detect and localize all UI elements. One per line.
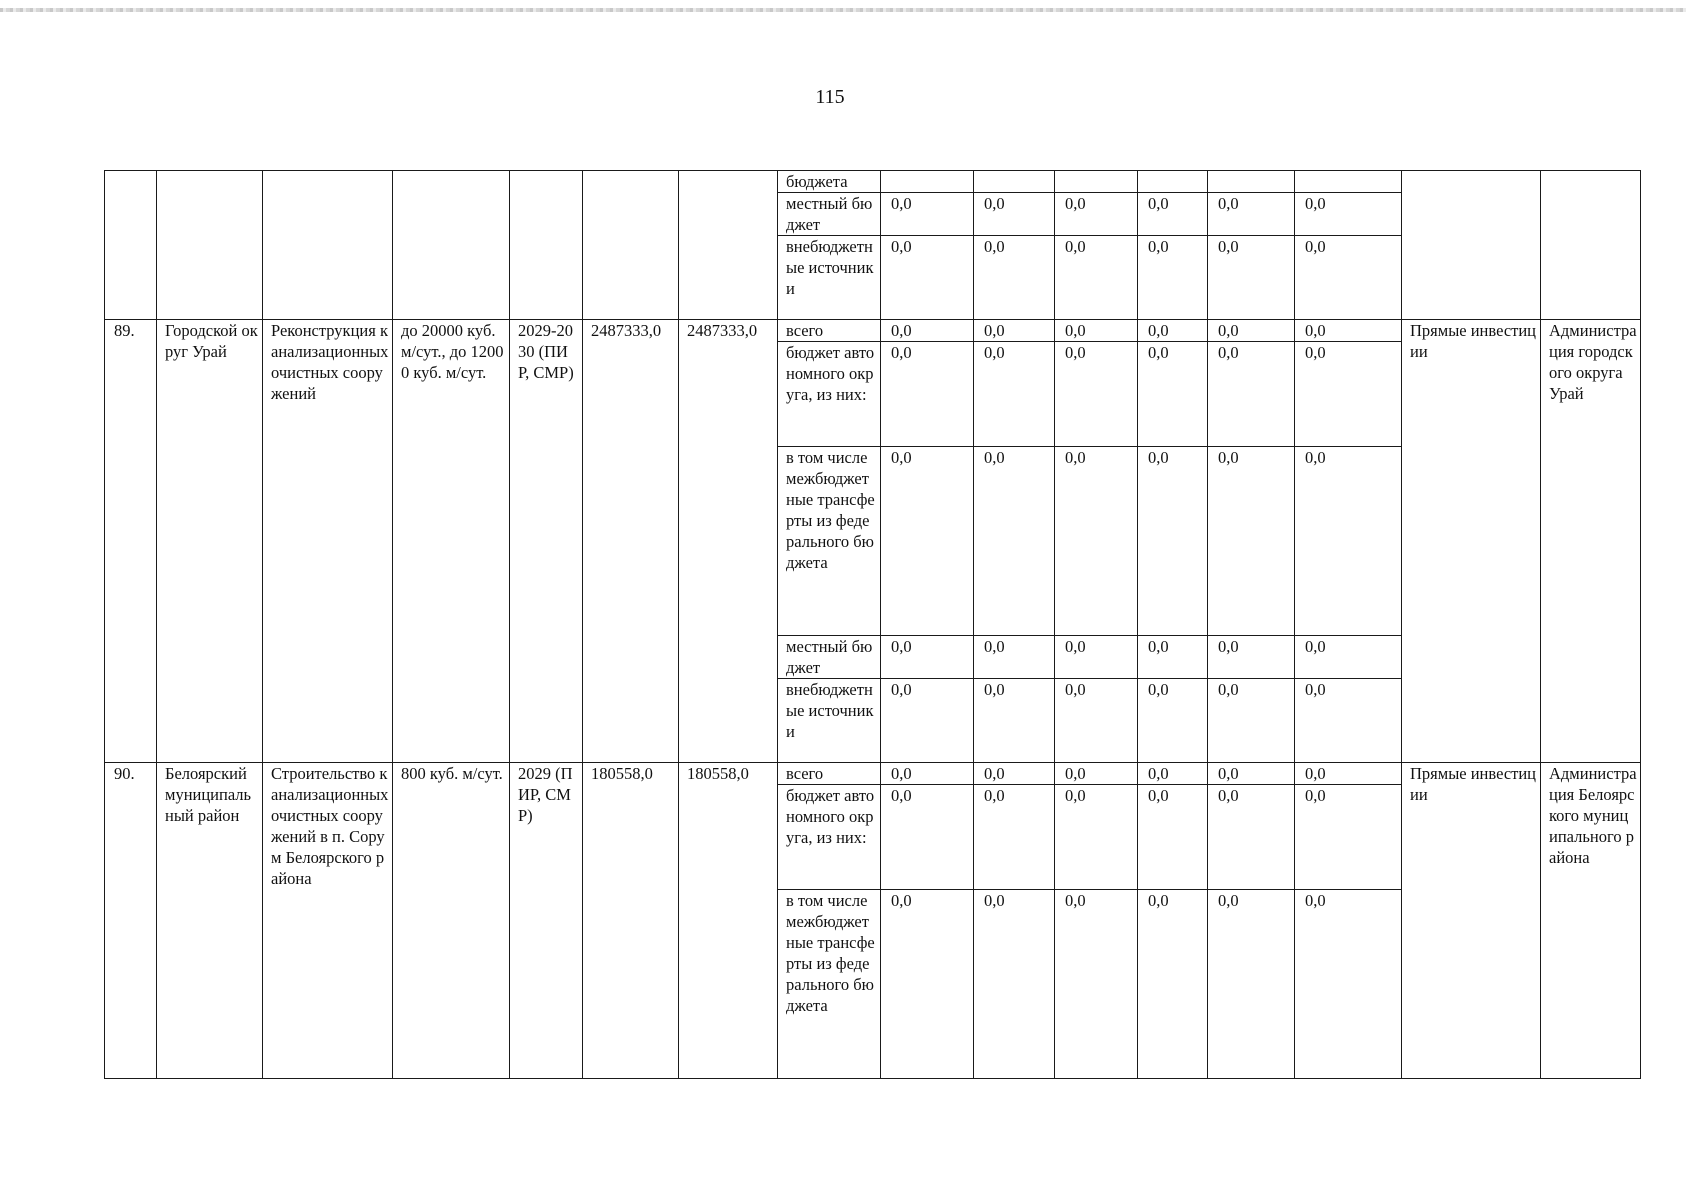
value-cell: 0,0 (1208, 763, 1295, 785)
value-cell: 0,0 (1295, 636, 1402, 679)
capacity-cell: до 20000 куб. м/сут., до 12000 куб. м/сут. (393, 320, 510, 763)
responsible-cell: Администрация Белоярского муниципального района (1541, 763, 1641, 1079)
value-cell: 0,0 (974, 342, 1055, 447)
value-cell: 0,0 (1208, 447, 1295, 636)
num-cell: 89. (105, 320, 157, 763)
cost-balance-cell: 2487333,0 (679, 320, 778, 763)
value-cell: 0,0 (1138, 447, 1208, 636)
source-cell: всего (778, 320, 881, 342)
value-cell: 0,0 (1138, 679, 1208, 763)
value-cell: 0,0 (1055, 785, 1138, 890)
value-cell (974, 171, 1055, 193)
num-cell: 90. (105, 763, 157, 1079)
form-cell: Прямые инвестиции (1402, 320, 1541, 763)
value-cell: 0,0 (1055, 890, 1138, 1079)
value-cell (1208, 171, 1295, 193)
territory-cell: Городской округ Урай (157, 320, 263, 763)
source-cell: в том числе межбюджетные трансферты из федерального бюджета (778, 890, 881, 1079)
source-cell: бюджет автономного округа, из них: (778, 785, 881, 890)
value-cell: 0,0 (881, 320, 974, 342)
value-cell (1055, 171, 1138, 193)
value-cell: 0,0 (974, 890, 1055, 1079)
value-cell: 0,0 (974, 763, 1055, 785)
value-cell: 0,0 (974, 785, 1055, 890)
value-cell: 0,0 (1138, 763, 1208, 785)
responsible-cell (1541, 171, 1641, 320)
value-cell: 0,0 (1208, 679, 1295, 763)
value-cell: 0,0 (1295, 679, 1402, 763)
value-cell: 0,0 (881, 636, 974, 679)
territory-cell (157, 171, 263, 320)
value-cell: 0,0 (881, 342, 974, 447)
source-cell: в том числе межбюджетные трансферты из федерального бюджета (778, 447, 881, 636)
value-cell: 0,0 (1138, 320, 1208, 342)
table-row (105, 763, 1641, 785)
value-cell: 0,0 (1295, 193, 1402, 236)
value-cell: 0,0 (1055, 342, 1138, 447)
value-cell: 0,0 (1295, 763, 1402, 785)
table-row (105, 320, 1641, 342)
source-cell: бюджет автономного округа, из них: (778, 342, 881, 447)
value-cell: 0,0 (881, 679, 974, 763)
capacity-cell (393, 171, 510, 320)
value-cell: 0,0 (1208, 342, 1295, 447)
period-cell (510, 171, 583, 320)
value-cell: 0,0 (1138, 890, 1208, 1079)
scan-edge (0, 8, 1686, 12)
territory-cell: Белоярский муниципальный район (157, 763, 263, 1079)
value-cell: 0,0 (1208, 636, 1295, 679)
value-cell: 0,0 (1055, 636, 1138, 679)
period-cell: 2029 (ПИР, СМР) (510, 763, 583, 1079)
value-cell: 0,0 (1138, 342, 1208, 447)
value-cell: 0,0 (1208, 193, 1295, 236)
value-cell: 0,0 (974, 636, 1055, 679)
value-cell: 0,0 (1208, 320, 1295, 342)
page-number: 115 (815, 86, 845, 108)
value-cell (1138, 171, 1208, 193)
value-cell: 0,0 (974, 236, 1055, 320)
source-cell: местный бюджет (778, 636, 881, 679)
value-cell: 0,0 (1138, 785, 1208, 890)
value-cell: 0,0 (1295, 320, 1402, 342)
value-cell (1295, 171, 1402, 193)
value-cell: 0,0 (1055, 236, 1138, 320)
cost-cell: 180558,0 (583, 763, 679, 1079)
value-cell: 0,0 (1138, 193, 1208, 236)
value-cell: 0,0 (881, 763, 974, 785)
source-cell: внебюджетные источники (778, 679, 881, 763)
value-cell: 0,0 (881, 890, 974, 1079)
source-cell: бюджета (778, 171, 881, 193)
cost-cell: 2487333,0 (583, 320, 679, 763)
value-cell: 0,0 (974, 193, 1055, 236)
value-cell: 0,0 (1295, 785, 1402, 890)
value-cell: 0,0 (1055, 679, 1138, 763)
cost-balance-cell: 180558,0 (679, 763, 778, 1079)
value-cell: 0,0 (881, 236, 974, 320)
value-cell: 0,0 (1138, 236, 1208, 320)
value-cell: 0,0 (1295, 342, 1402, 447)
value-cell: 0,0 (1055, 447, 1138, 636)
value-cell: 0,0 (881, 447, 974, 636)
num-cell (105, 171, 157, 320)
value-cell: 0,0 (1295, 447, 1402, 636)
value-cell: 0,0 (1055, 320, 1138, 342)
value-cell: 0,0 (1208, 785, 1295, 890)
period-cell: 2029-2030 (ПИР, СМР) (510, 320, 583, 763)
value-cell: 0,0 (1295, 890, 1402, 1079)
form-cell (1402, 171, 1541, 320)
value-cell: 0,0 (1138, 636, 1208, 679)
value-cell: 0,0 (1055, 193, 1138, 236)
source-cell: внебюджетные источники (778, 236, 881, 320)
form-cell: Прямые инвестиции (1402, 763, 1541, 1079)
responsible-cell: Администрация городского округа Урай (1541, 320, 1641, 763)
source-cell: местный бюджет (778, 193, 881, 236)
cost-cell (583, 171, 679, 320)
value-cell: 0,0 (1295, 236, 1402, 320)
object-cell: Реконструкция канализационных очистных сооружений (263, 320, 393, 763)
cost-balance-cell (679, 171, 778, 320)
budget-table (104, 170, 1641, 1079)
object-cell: Строительство канализационных очистных сооружений в п. Сорум Белоярского района (263, 763, 393, 1079)
value-cell: 0,0 (1055, 763, 1138, 785)
value-cell: 0,0 (1208, 236, 1295, 320)
object-cell (263, 171, 393, 320)
table-row (105, 171, 1641, 193)
value-cell: 0,0 (1208, 890, 1295, 1079)
value-cell: 0,0 (974, 447, 1055, 636)
source-cell: всего (778, 763, 881, 785)
value-cell: 0,0 (881, 785, 974, 890)
value-cell: 0,0 (974, 320, 1055, 342)
value-cell: 0,0 (974, 679, 1055, 763)
value-cell (881, 171, 974, 193)
value-cell: 0,0 (881, 193, 974, 236)
capacity-cell: 800 куб. м/сут. (393, 763, 510, 1079)
